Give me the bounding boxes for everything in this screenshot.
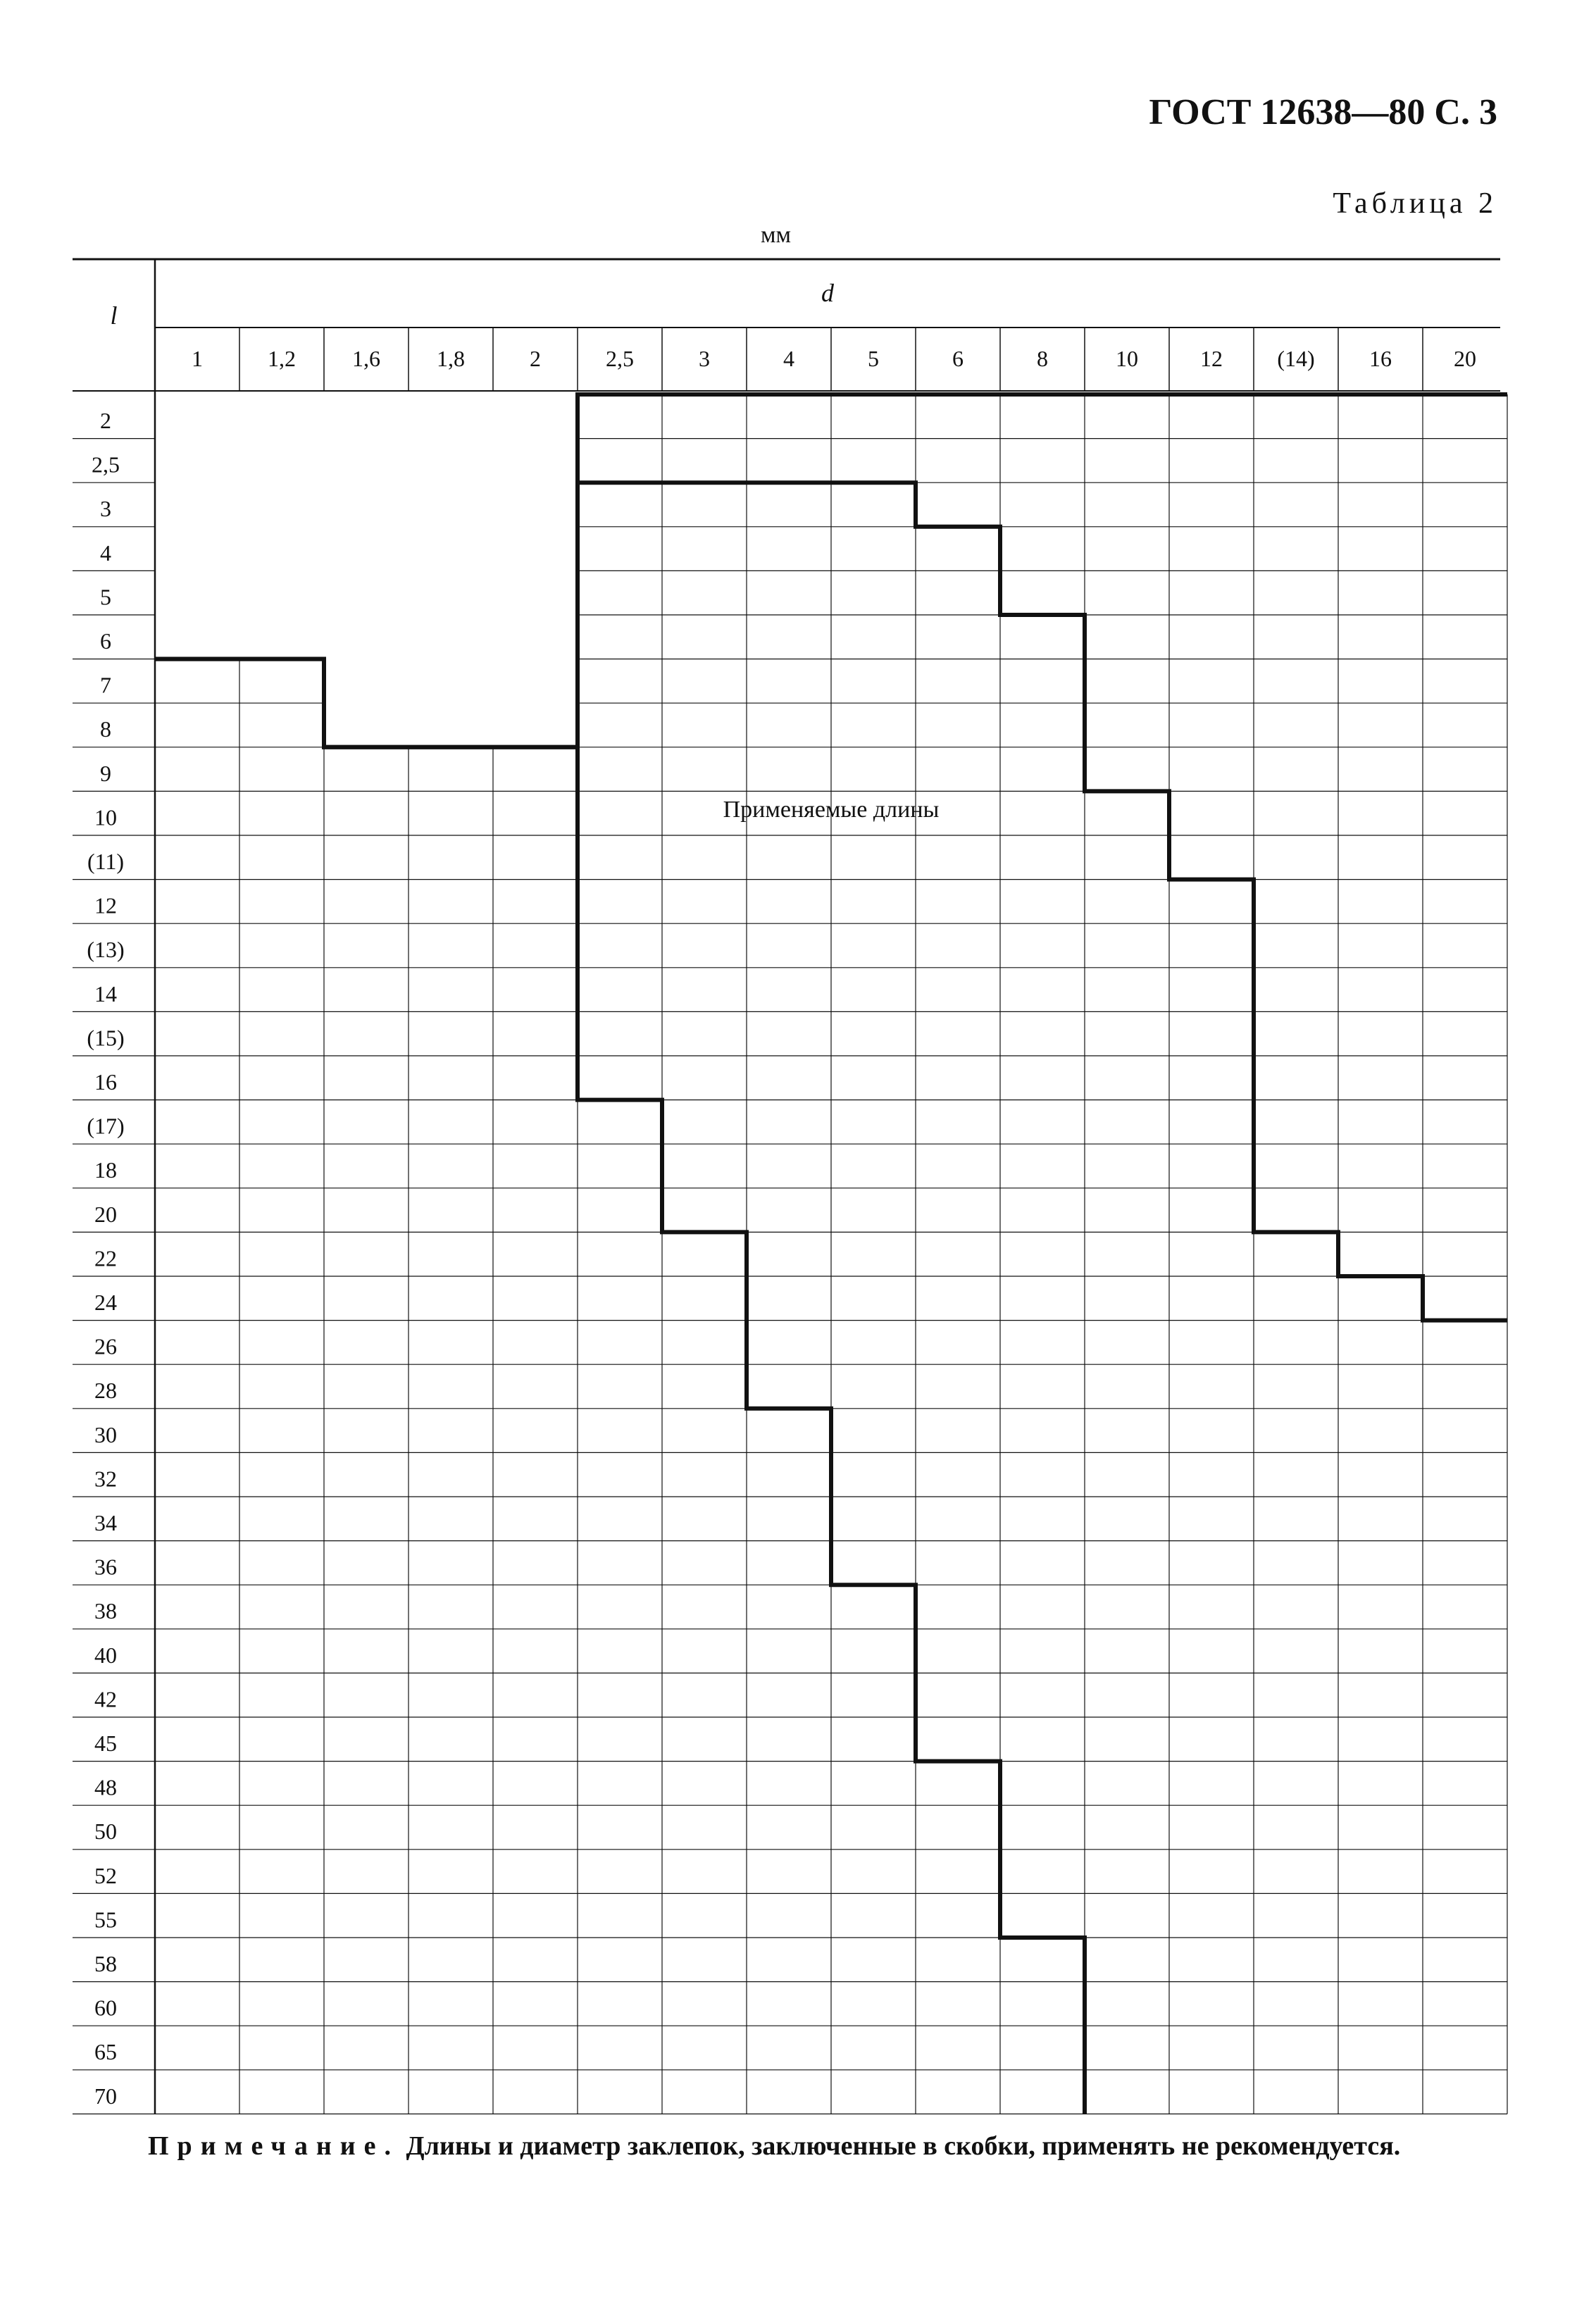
row-label: 2 bbox=[100, 408, 111, 433]
row-label: 30 bbox=[94, 1421, 117, 1447]
row-label: 14 bbox=[94, 980, 117, 1006]
note-prefix: Примечание. bbox=[148, 2131, 399, 2161]
row-label: (11) bbox=[87, 849, 125, 874]
column-label: 4 bbox=[783, 346, 794, 371]
applicable-boundary-bottom bbox=[155, 659, 1085, 2114]
row-label: 12 bbox=[94, 892, 117, 918]
row-label: 58 bbox=[94, 1951, 117, 1976]
column-label: 2,5 bbox=[606, 346, 634, 371]
row-label: 9 bbox=[100, 760, 111, 786]
column-label: 1 bbox=[192, 346, 203, 371]
document-reference: ГОСТ 12638—80 С. 3 bbox=[1149, 92, 1497, 132]
row-label: 32 bbox=[94, 1466, 117, 1492]
row-label: 55 bbox=[94, 1907, 117, 1933]
row-label: 38 bbox=[94, 1598, 117, 1624]
row-label: (15) bbox=[87, 1025, 125, 1051]
row-label: 60 bbox=[94, 1995, 117, 2021]
row-label: 40 bbox=[94, 1642, 117, 1668]
column-label: 1,2 bbox=[268, 346, 296, 371]
row-label: 36 bbox=[94, 1554, 117, 1580]
row-label: 5 bbox=[100, 584, 111, 610]
column-label: 20 bbox=[1454, 346, 1476, 371]
table-label: Таблица 2 bbox=[1333, 187, 1497, 220]
col-header-d: d bbox=[821, 279, 834, 307]
row-label: 8 bbox=[100, 716, 111, 742]
row-label: 7 bbox=[100, 672, 111, 698]
row-label: 34 bbox=[94, 1510, 117, 1535]
column-label: 5 bbox=[868, 346, 879, 371]
row-label: 65 bbox=[94, 2039, 117, 2065]
column-label: (14) bbox=[1277, 346, 1315, 371]
row-label: 20 bbox=[94, 1201, 117, 1227]
row-label: 16 bbox=[94, 1069, 117, 1095]
row-label: (17) bbox=[87, 1113, 125, 1139]
column-label: 10 bbox=[1116, 346, 1138, 371]
column-label: 16 bbox=[1369, 346, 1392, 371]
row-label: 28 bbox=[94, 1378, 117, 1404]
column-label: 1,8 bbox=[437, 346, 465, 371]
column-label: 6 bbox=[952, 346, 964, 371]
column-label: 2 bbox=[530, 346, 541, 371]
note-text: Длины и диаметр заклепок, заключенные в скобки, применять не рекомендуется. bbox=[399, 2131, 1401, 2161]
row-label: 52 bbox=[94, 1862, 117, 1888]
row-label: 18 bbox=[94, 1157, 117, 1183]
row-label: 4 bbox=[100, 540, 111, 566]
row-label: 10 bbox=[94, 804, 117, 830]
row-label: 42 bbox=[94, 1686, 117, 1712]
row-label: 26 bbox=[94, 1333, 117, 1359]
column-label: 8 bbox=[1037, 346, 1048, 371]
table-note bbox=[148, 2131, 1400, 2162]
row-label: 24 bbox=[94, 1290, 117, 1315]
row-label: 3 bbox=[100, 496, 111, 522]
row-label: 2,5 bbox=[92, 451, 120, 478]
column-label: 3 bbox=[699, 346, 710, 371]
units-label: мм bbox=[761, 222, 792, 248]
row-label: 48 bbox=[94, 1774, 117, 1800]
row-label: 22 bbox=[94, 1245, 117, 1271]
row-label: 45 bbox=[94, 1731, 117, 1756]
row-label: (13) bbox=[87, 937, 125, 963]
column-label: 12 bbox=[1200, 346, 1223, 371]
column-label: 1,6 bbox=[352, 346, 380, 371]
applicable-boundary-right bbox=[578, 394, 1507, 1321]
region-label: Применяемые длины bbox=[723, 797, 940, 823]
row-label: 70 bbox=[94, 2083, 117, 2109]
row-label: 6 bbox=[100, 628, 111, 654]
row-label: 50 bbox=[94, 1819, 117, 1845]
row-header-l: l bbox=[110, 301, 118, 330]
